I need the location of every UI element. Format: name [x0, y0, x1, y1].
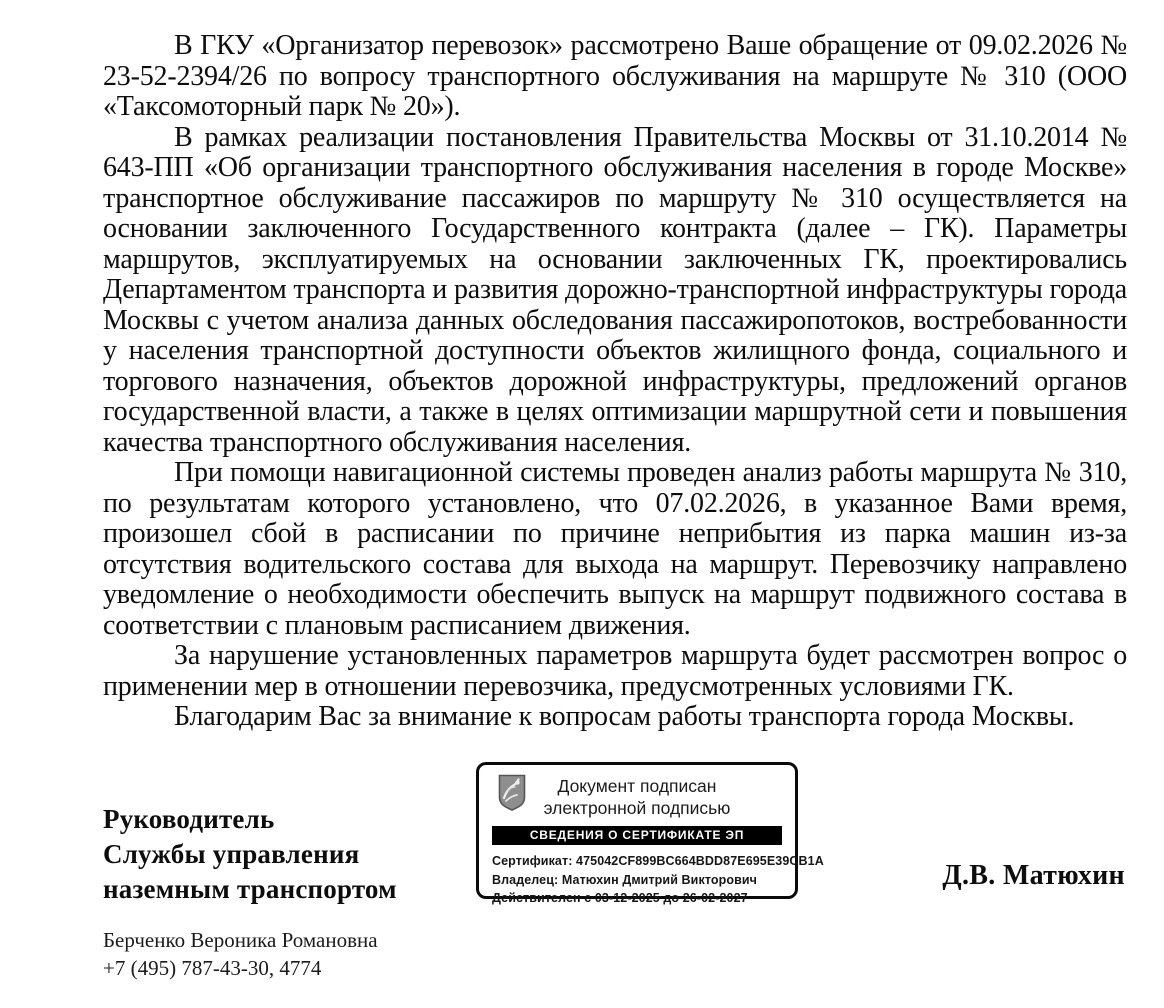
- body-paragraph: За нарушение установленных параметров маршрута будет рассмотрен вопрос о применении мер в отношении перевозчика, предусмотренных условиями ГК.: [103, 640, 1127, 702]
- body-paragraph: При помощи навигационной системы проведен анализ работы маршрута № 310, по результатам которого установлено, что 07.02.2026, в указанное Вами время, произошел сбой в расписании по причине неприбытия из парка машин из-за отсутствия водительского состава для выхода на маршрут. Перевозчику направлено уведомление о необходимости обеспечить выпуск на маршрут подвижного состава в соответствии с плановым расписанием движения.: [103, 457, 1127, 641]
- signer-position-line: Руководитель: [103, 804, 275, 834]
- stamp-title-line: электронной подписью: [543, 798, 731, 818]
- certificate-info-bar: СВЕДЕНИЯ О СЕРТИФИКАТЕ ЭП: [492, 826, 782, 845]
- executor-name: Берченко Вероника Романовна: [103, 928, 378, 952]
- stamp-title: [492, 774, 782, 819]
- executor-phone: +7 (495) 787-43-30, 4774: [103, 956, 322, 980]
- certificate-owner: Владелец: Матюхин Дмитрий Викторович: [492, 872, 758, 887]
- body-paragraph: В рамках реализации постановления Правительства Москвы от 31.10.2014 № 643-ПП «Об организации транспортного обслуживания населения в городе Москве» транспортное обслуживание пассажиров по маршруту № 310 осуществляется на основании заключенного Государственного контракта (далее – ГК). Параметры маршрутов, эксплуатируемых на основании заключенных ГК, проектировались Департаментом транспорта и развития дорожно-транспортной инфраструктуры города Москвы с учетом анализа данных обследования пассажиропотоков, востребованности у населения транспортной доступности объектов жилищного фонда, социального и торгового назначения, объектов дорожной инфраструктуры, предложений органов государственной власти, а также в целях оптимизации маршрутной сети и повышения качества транспортного обслуживания населения.: [103, 121, 1127, 458]
- stamp-title-line: Документ подписан: [557, 776, 717, 796]
- signer-position-line: Службы управления: [103, 839, 360, 869]
- certificate-number: Сертификат: 475042CF899BC664BDD87E695E39CB1A: [492, 854, 824, 868]
- body-paragraph: Благодарим Вас за внимание к вопросам работы транспорта города Москвы.: [174, 701, 1075, 732]
- letter-body: [103, 31, 1127, 733]
- signer-position: [103, 802, 397, 907]
- certificate-validity: Действителен с 03-12-2025 до 26-02-2027: [492, 891, 748, 905]
- moscow-coat-of-arms-icon: [497, 774, 527, 811]
- signer-position-line: наземным транспортом: [103, 874, 397, 904]
- body-paragraph: В ГКУ «Организатор перевозок» рассмотрено Ваше обращение от 09.02.2026 № 23-52-2394/26 по вопросу транспортного обслуживания на маршруте № 310 (ООО «Таксомоторный парк № 20»).: [103, 30, 1127, 122]
- signature-section: [103, 762, 1127, 925]
- signature-stamp: [476, 762, 824, 905]
- signer-name: Д.В. Матюхин: [942, 860, 1125, 891]
- stamp-header: [492, 774, 782, 821]
- executor-block: [103, 926, 378, 982]
